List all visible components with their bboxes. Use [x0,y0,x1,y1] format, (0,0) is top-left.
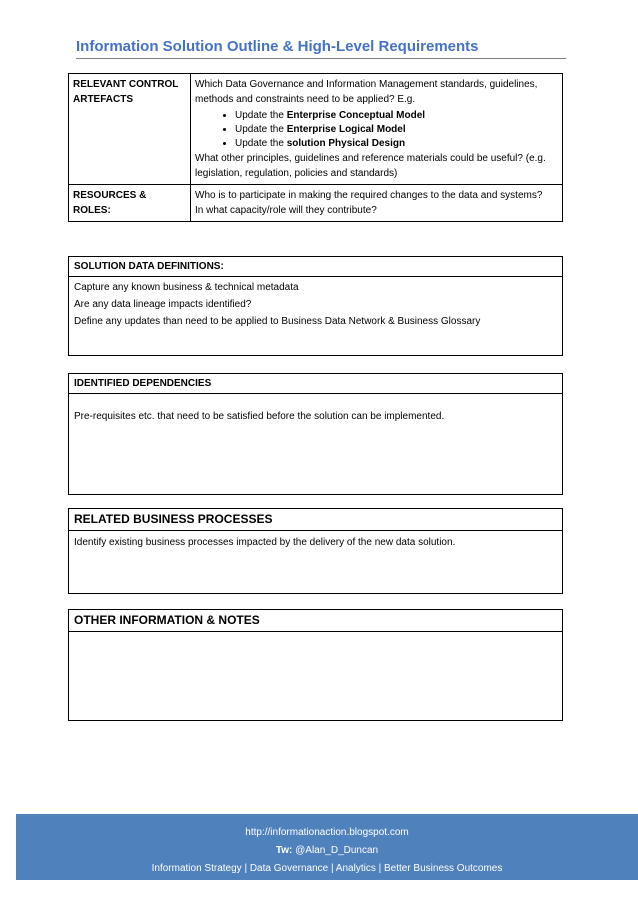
artefacts-outro: What other principles, guidelines and reference materials could be useful? (e.g. legislation, regulation, policies and standards) [195,153,546,179]
resources-row [69,185,563,222]
bullet-item: • Update the Enterprise Logical Model [235,123,558,137]
resources-line-1: Who is to participate in making the required changes to the data and systems? [195,190,543,201]
section-heading: IDENTIFIED DEPENDENCIES [69,374,562,394]
artefacts-bullet-list [195,109,558,151]
section-body [69,632,562,636]
body-line: Define any updates than need to be applied to Business Data Network & Business Glossary [74,316,481,327]
artefacts-table [68,73,563,222]
notes-section [68,609,563,721]
resources-line-2: In what capacity/role will they contribute? [195,205,377,216]
solution-data-section [68,256,563,356]
resources-label: RESOURCES & ROLES: [69,185,191,222]
section-heading: RELATED BUSINESS PROCESSES [69,509,562,531]
footer-twitter: Tw: @Alan_D_Duncan [275,845,379,856]
artefacts-label: RELEVANT CONTROL ARTEFACTS [69,74,191,185]
resources-content [191,185,563,222]
section-heading: SOLUTION DATA DEFINITIONS: [69,257,562,277]
page-title: Information Solution Outline & High-Level Requirements [76,38,566,59]
bullet-item: • Update the solution Physical Design [235,137,558,151]
artefacts-intro: Which Data Governance and Information Management standards, guidelines, methods and constraints need to be applied? E.g. [195,79,538,105]
footer-banner [16,814,638,880]
dependencies-section [68,373,563,495]
footer-url[interactable]: http://informationaction.blogspot.com [245,827,409,838]
artefacts-content [191,74,563,185]
processes-section [68,508,563,594]
section-heading: OTHER INFORMATION & NOTES [69,610,562,632]
bullet-item: • Update the Enterprise Conceptual Model [235,109,558,123]
artefacts-row [69,74,563,185]
section-body: Pre-requisites etc. that need to be satisfied before the solution can be implemented. [74,411,445,422]
body-line: Are any data lineage impacts identified? [74,299,252,310]
section-body [69,277,562,332]
body-line: Capture any known business & technical metadata [74,282,299,293]
footer-tagline: Information Strategy | Data Governance | Analytics | Better Business Outcomes [151,863,503,874]
section-body: Identify existing business processes impacted by the delivery of the new data solution. [74,537,456,548]
